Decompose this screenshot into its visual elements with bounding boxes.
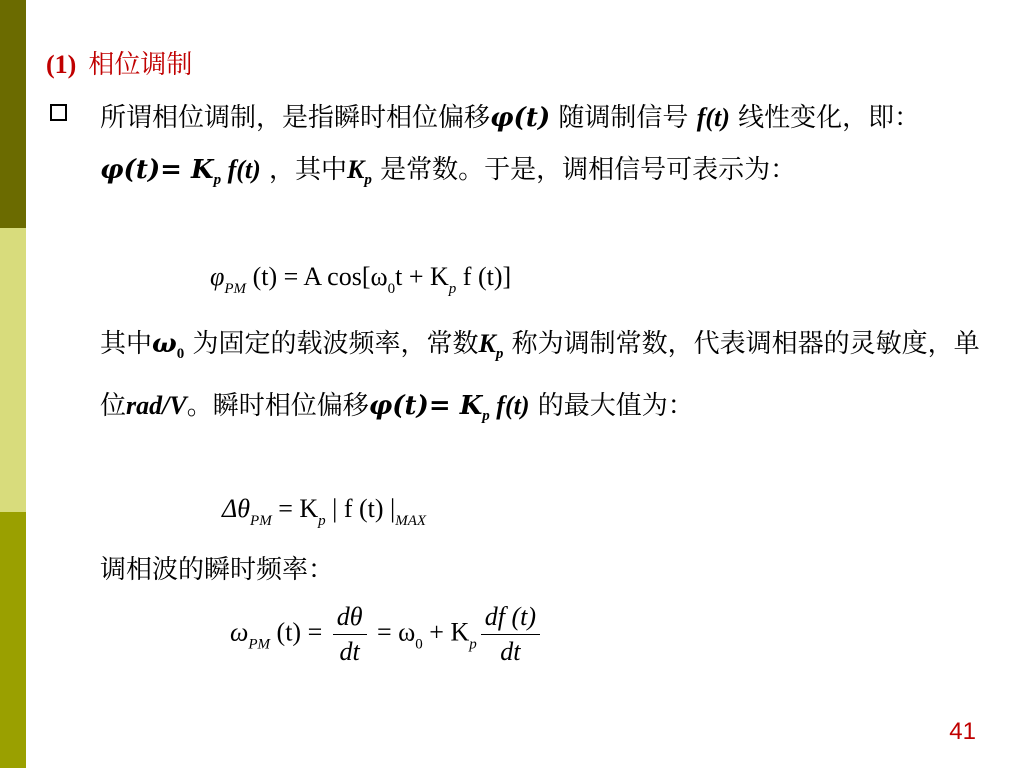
paragraph-parameters: 其中$\omega_0$ 为固定的载波频率，常数$K_p$ 称为调制常数，代表调相器的灵敏度，单位rad/V。瞬时相位偏移$\varphi(t)= K_p$ f(t) 的最大值为： [100, 329, 980, 424]
square-bullet-icon [50, 104, 67, 121]
left-bar-top [0, 0, 26, 228]
left-bar-middle [0, 228, 26, 512]
heading-title: 相位调制 [88, 50, 193, 80]
paragraph-definition: 所谓相位调制，是指瞬时相位偏移φ(t) 随调制信号 f(t) 线性变化，即： $\varphi(t)= K_p$ f(t) ，其中$K_p$ 是常数。于是，调相信号可表示为： [100, 103, 921, 188]
equation-pm-signal: $\varphi_{PM}$ (t) = A $\cos[\omega_0t + K_p$ f (t)] [210, 262, 512, 297]
left-bar-bottom [0, 512, 26, 768]
fraction-df-dt: $\frac{df (t)}{dt}$ [481, 600, 540, 669]
fraction-dtheta-dt: $\frac{d\theta}{dt}$ [333, 600, 367, 669]
equation-instantaneous-frequency: $\omega_{PM}$ (t) = $\frac{d\theta}{dt}$ = $\omega_0 + K_p$ $\frac{df (t)}{dt}$ [230, 600, 544, 669]
equation-max-phase-deviation: $\Delta\theta_{PM} = K_p$ | f (t) $|_{MAX}$ [222, 494, 427, 529]
heading-number: (1) [46, 50, 77, 79]
page-number: 41 [949, 718, 976, 745]
section-heading [46, 44, 192, 81]
paragraph-instantaneous-frequency: 调相波的瞬时频率： [100, 555, 335, 585]
slide [26, 0, 1024, 768]
